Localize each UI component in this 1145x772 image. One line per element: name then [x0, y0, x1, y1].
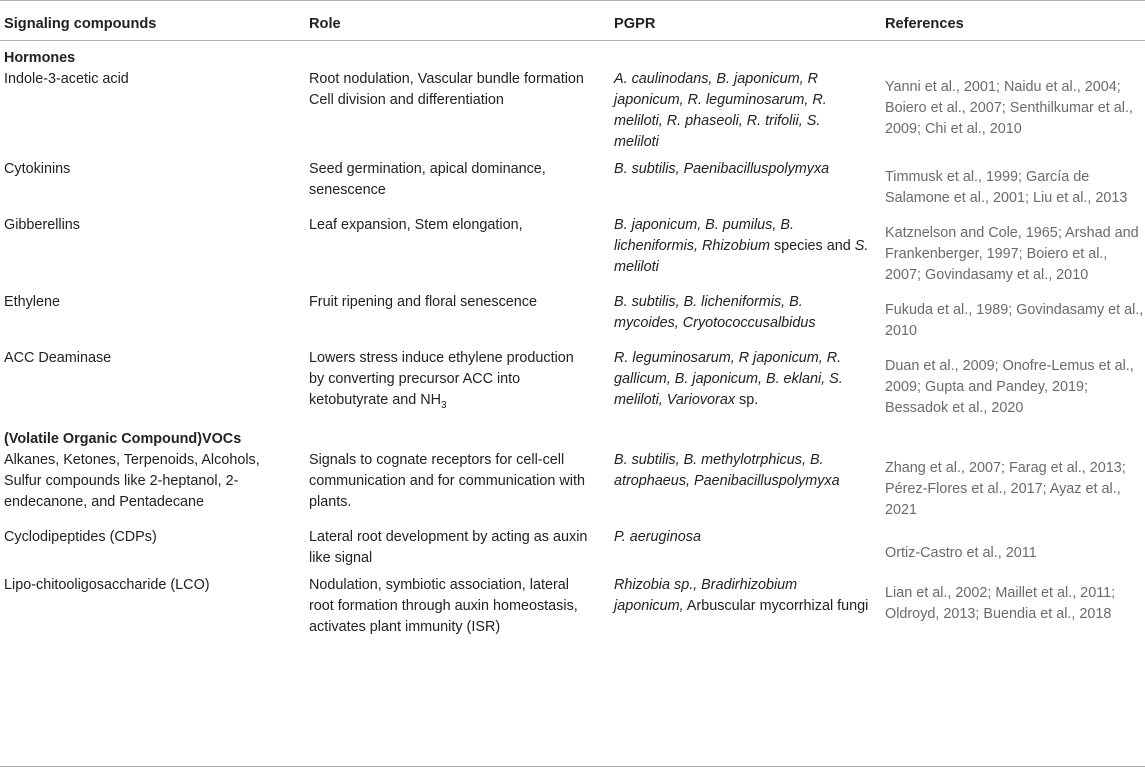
cell-role-line: Root nodulation, Vascular bundle formation [309, 71, 584, 87]
pgpr-plain: species and [769, 238, 855, 254]
cell-compound: Ethylene [4, 294, 61, 310]
cell-references [883, 527, 1145, 575]
header-pgpr: PGPR [610, 1, 883, 41]
cell-pgpr: P. aeruginosa [614, 529, 701, 545]
cell-role: Leaf expansion, Stem elongation, [309, 217, 523, 233]
cell-compound: Cyclodipeptides (CDPs) [4, 529, 157, 545]
cell-references [883, 292, 1145, 348]
cell-compound: Gibberellins [4, 217, 80, 233]
role-subscript: 3 [441, 399, 447, 411]
cell-pgpr [610, 215, 883, 292]
references-text: Zhang et al., 2007; Farag et al., 2013; Pérez-Flores et al., 2017; Ayaz et al., 2021 [885, 460, 1126, 518]
pgpr-plain: sp. [735, 392, 759, 408]
cell-compound: Cytokinins [4, 161, 71, 177]
cell-role: Nodulation, symbiotic association, lateral root formation through auxin homeostasis, activates plant immunity (ISR) [309, 577, 578, 635]
header-compounds: Signaling compounds [0, 1, 304, 41]
cell-compound: Lipo-chitooligosaccharide (LCO) [4, 577, 210, 593]
cell-role [304, 348, 610, 425]
cell-pgpr: B. subtilis, B. licheniformis, B. mycoides, Cryotococcusalbidus [614, 294, 816, 331]
table-bottom-rule [0, 766, 1145, 767]
table-row-acc-deaminase [0, 348, 1145, 425]
pgpr-italic: S. meliloti [614, 238, 869, 275]
section-row-hormones [0, 41, 1145, 70]
section-label-vocs: (Volatile Organic Compound)VOCs [4, 431, 242, 447]
cell-pgpr: B. subtilis, Paenibacilluspolymyxa [614, 161, 830, 177]
cell-references [883, 450, 1145, 527]
cell-references [883, 69, 1145, 159]
cell-references [883, 348, 1145, 425]
pgpr-plain: Arbuscular mycorrhizal fungi [683, 598, 869, 614]
cell-pgpr: A. caulinodans, B. japonicum, R japonicum, R. leguminosarum, R. meliloti, R. phaseoli, R. trifolii, S. meliloti [614, 71, 827, 150]
cell-role-line: Cell division and differentiation [309, 92, 504, 108]
cell-role: Seed germination, apical dominance, senescence [309, 161, 546, 198]
role-text: Lowers stress induce ethylene production by converting precursor ACC into ketobutyrate and NH [309, 350, 574, 408]
cell-role [304, 69, 610, 159]
table-row-gibberellins [0, 215, 1145, 292]
table-row-alkanes [0, 450, 1145, 527]
cell-references [883, 215, 1145, 292]
pgpr-italic: R. leguminosarum, R japonicum, R. gallicum, B. japonicum, B. eklani, S. meliloti, Variovorax [614, 350, 843, 408]
cell-references [883, 159, 1145, 215]
table-header-row [0, 1, 1145, 41]
cell-compound: Alkanes, Ketones, Terpenoids, Alcohols, Sulfur compounds like 2-heptanol, 2-endecanone, and Pentadecane [4, 452, 260, 510]
table-row-cytokinins [0, 159, 1145, 215]
cell-references [883, 575, 1145, 644]
references-text: Lian et al., 2002; Maillet et al., 2011; Oldroyd, 2013; Buendia et al., 2018 [885, 585, 1116, 622]
references-text: Katznelson and Cole, 1965; Arshad and Frankenberger, 1997; Boiero et al., 2007; Govindasamy et al., 2010 [885, 225, 1139, 283]
table-row-ethylene [0, 292, 1145, 348]
cell-compound: ACC Deaminase [4, 350, 112, 366]
references-text: Fukuda et al., 1989; Govindasamy et al., 2010 [885, 302, 1144, 339]
table-row-lco [0, 575, 1145, 644]
references-text: Ortiz-Castro et al., 2011 [885, 545, 1037, 561]
table-row-iaa [0, 69, 1145, 159]
pgpr-italic: B. japonicum, B. pumilus, B. licheniformis, Rhizobium [614, 217, 794, 254]
cell-role: Lateral root development by acting as auxin like signal [309, 529, 588, 566]
header-role: Role [304, 1, 610, 41]
table-row-cdps [0, 527, 1145, 575]
cell-pgpr [610, 348, 883, 425]
cell-compound: Indole-3-acetic acid [4, 71, 129, 87]
pgpr-italic: Rhizobia sp., Bradirhizobium japonicum, [614, 577, 798, 614]
cell-role: Fruit ripening and floral senescence [309, 294, 537, 310]
references-text: Duan et al., 2009; Onofre-Lemus et al., 2009; Gupta and Pandey, 2019; Bessadok et al., 2020 [885, 358, 1134, 416]
references-text: Yanni et al., 2001; Naidu et al., 2004; Boiero et al., 2007; Senthilkumar et al., 2009; Chi et al., 2010 [885, 79, 1133, 137]
cell-pgpr: B. subtilis, B. methylotrphicus, B. atrophaeus, Paenibacilluspolymyxa [614, 452, 840, 489]
header-references: References [883, 1, 1145, 41]
references-text: Timmusk et al., 1999; García de Salamone et al., 2001; Liu et al., 2013 [885, 169, 1128, 206]
cell-role: Signals to cognate receptors for cell-cell communication and for communication with plants. [309, 452, 585, 510]
section-label-hormones: Hormones [4, 50, 76, 66]
cell-pgpr [610, 575, 883, 644]
section-row-vocs [0, 425, 1145, 450]
